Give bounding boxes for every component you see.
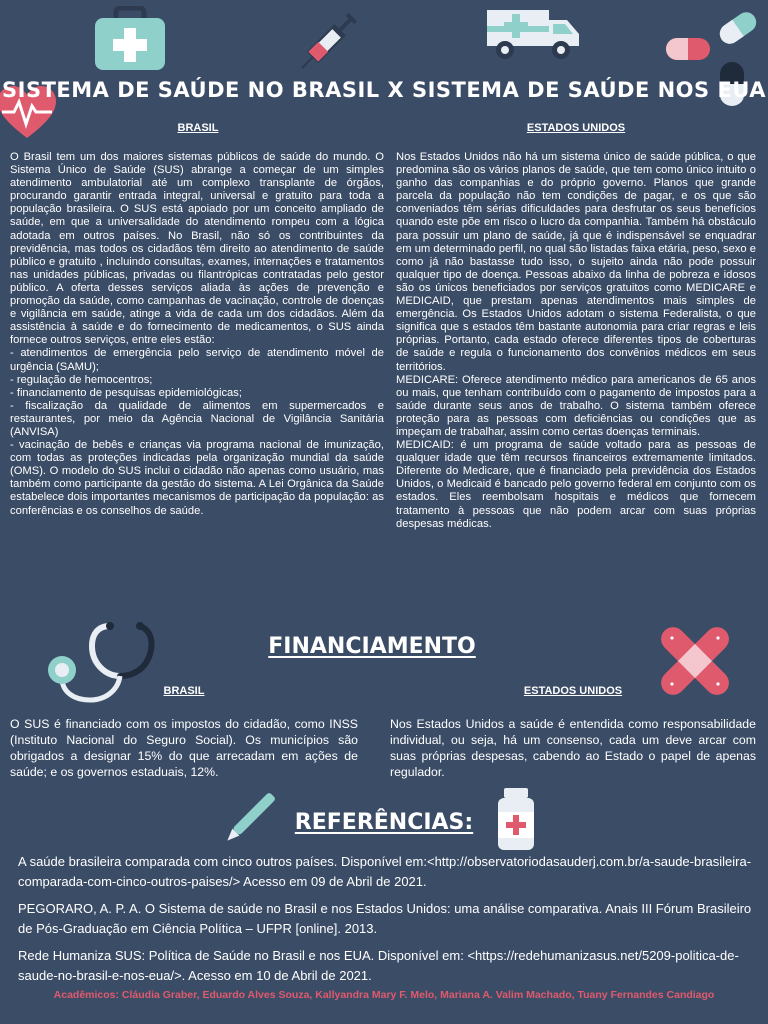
financiamento-brasil-text: O SUS é financiado com os impostos do cidadão, como INSS (Instituto Nacional do Seguro Social). Os municípios são obrigados a designar 15% do que arrecadam em ações de saúde; e os governos estaduais, 12%. <box>10 717 358 779</box>
financiamento-brasil-heading: BRASIL <box>163 685 205 697</box>
brasil-paragraph: - financiamento de pesquisas epidemiológicas; <box>10 386 242 399</box>
reference-item: A saúde brasileira comparada com cinco outros países. Disponível em:<http://observatoriodasauderj.com.br/a-saude-brasileira-comparada-com-cinco-outros-paises/> Acesso em 09 de Abril de 2021. <box>18 854 752 889</box>
eua-paragraph: MEDICARE: Oferece atendimento médico para americanos de 65 anos ou mais, que tenham contribuído com o pagamento de impostos para a saúde durante seus anos de trabalho. O sistema também oferece proteção para as pessoas com deficiências ou condições que as impeçam de trabalhar, assim como certas doenças terminais. <box>396 373 756 438</box>
medicine-bottle-icon <box>494 786 538 852</box>
brasil-paragraph: - fiscalização da qualidade de alimentos em supermercados e restaurantes, por meio da Agência Nacional de Vigilância Sanitária (ANVISA) <box>10 399 384 438</box>
brasil-paragraph: - regulação de hemocentros; <box>10 373 153 386</box>
brasil-paragraph: - atendimentos de emergência pelo serviço de atendimento móvel de urgência (SAMU); <box>10 347 384 373</box>
page-title: SISTEMA DE SAÚDE NO BRASIL X SISTEMA DE SAÚDE NOS EUA <box>2 78 766 102</box>
financiamento-eua-text: Nos Estados Unidos a saúde é entendida como responsabilidade individual, ou seja, há um consenso, cada um deve arcar com suas próprias despesas, cabendo ao Estado o papel de apenas regulador. <box>390 717 756 779</box>
referencias-title: REFERÊNCIAS: <box>294 810 474 835</box>
ambulance-icon <box>483 6 583 62</box>
financiamento-eua-heading: ESTADOS UNIDOS <box>523 685 623 697</box>
syringe-icon <box>290 8 362 80</box>
reference-item: Rede Humaniza SUS: Política de Saúde no Brasil e nos EUA. Disponível em: <https://redehumanizasus.net/5209-politica-de-saude-no-brasil-e-nos-eua/>. Acesso em 10 de Abril de 2021. <box>18 948 739 983</box>
reference-item: PEGORARO, A. P. A. O Sistema de saúde no Brasil e nos Estados Unidos: uma análise comparativa. Anais III Fórum Brasileiro de Pós-Graduação em Ciência Política – UFPR [online]. 2013. <box>18 901 752 936</box>
first-aid-kit-icon <box>92 6 168 72</box>
brasil-paragraph: - vacinação de bebês e crianças via programa nacional de imunização, com todas as proteções indicadas pela organização mundial da saúde (OMS). O modelo do SUS inclui o cidadão não apenas como usuário, mas também como participante da gestão do sistema. A Lei Orgânica da Saúde estabelece dois importantes mecanismos de participação da população: as conferências e os conselhos de saúde. <box>10 439 384 517</box>
authors-footer: Acadêmicos: Cláudia Graber, Eduardo Alves Souza, Kallyandra Mary F. Melo, Mariana A. Valim Machado, Tuany Fernandes Candiago <box>53 989 715 1001</box>
eua-text <box>396 151 756 531</box>
brasil-paragraph: O Brasil tem um dos maiores sistemas públicos de saúde do mundo. O Sistema Único de Saúde (SUS) abrange a começar de um simples atendimento ambulatorial até um complexo transplante de órgãos, procurando garantir entrada integral, universal e gratuito para toda a população brasileira. O SUS está apoiado por um conceito ampliado de saúde, em que a universalidade do atendimento rompeu com a lógica adotada em outros países. No Brasil, não só os contribuintes da previdência, mas todos os cidadãos têm direito ao atendimento de saúde público e gratuito , incluindo consultas, exames, internações e tratamentos nas unidades públicas, privadas ou filantrópicas contratadas pelo gestor público. A oferta desses serviços aliada às ações de prevenção e promoção da saúde, como campanhas de vacinação, controle de doenças e vigilância em saúde, atinge a vida de cada um dos cidadãos. Além da assistência à saúde e do fornecimento de medicamentos, o SUS ainda fornece outros serviços, entre eles estão: <box>10 151 384 347</box>
eua-heading: ESTADOS UNIDOS <box>526 122 626 134</box>
eua-paragraph: MEDICAID: é um programa de saúde voltado para as pessoas de qualquer idade que têm recursos financeiros extremamente limitados. Diferente do Medicare, que é financiado pela previdência dos Estados Unidos, o Medicaid é bancado pelo governo federal em conjunto com os estados. Eles reembolsam hospitais e médicos que fornecem tratamento à pessoas que não podem arcar com suas próprias despesas médicas. <box>396 439 756 530</box>
references-list <box>18 852 752 993</box>
eua-paragraph: Nos Estados Unidos não há um sistema único de saúde pública, o que predomina são os vários planos de saúde, que tem como único intuito o ganho das companhias e do próprio governo. Planos que grande parcela da população não tem condições de pagar, e os que são conveniados têm sérias dificuldades para desfrutar os seus benefícios quando este põe em risco o lucro da companhia. Também há obstáculo para possuir um plano de saúde, já que é indispensável se enquadrar em um determinado perfil, no qual são listadas faixa etária, peso, sexo e como já não bastasse tudo isso, o sujeito ainda não pode possuir qualquer tipo de doença. Pessoas abaixo da linha de pobreza e idosos são os únicos beneficiados por serviços gratuitos como MEDICARE e MEDICAID, que prestam apenas atendimentos mais simples de emergência. Os Estados Unidos adotam o sistema Federalista, o que significa que s estados têm bastante autonomia para criar regras e leis próprias. Portanto, cada estado oferece diferentes tipos de coberturas de saúde e regula o funcionamento dos convênios médicos em seus territórios. <box>396 151 756 373</box>
brasil-heading: BRASIL <box>177 122 219 134</box>
brasil-text <box>10 151 384 518</box>
financiamento-title: FINANCIAMENTO <box>268 634 476 659</box>
